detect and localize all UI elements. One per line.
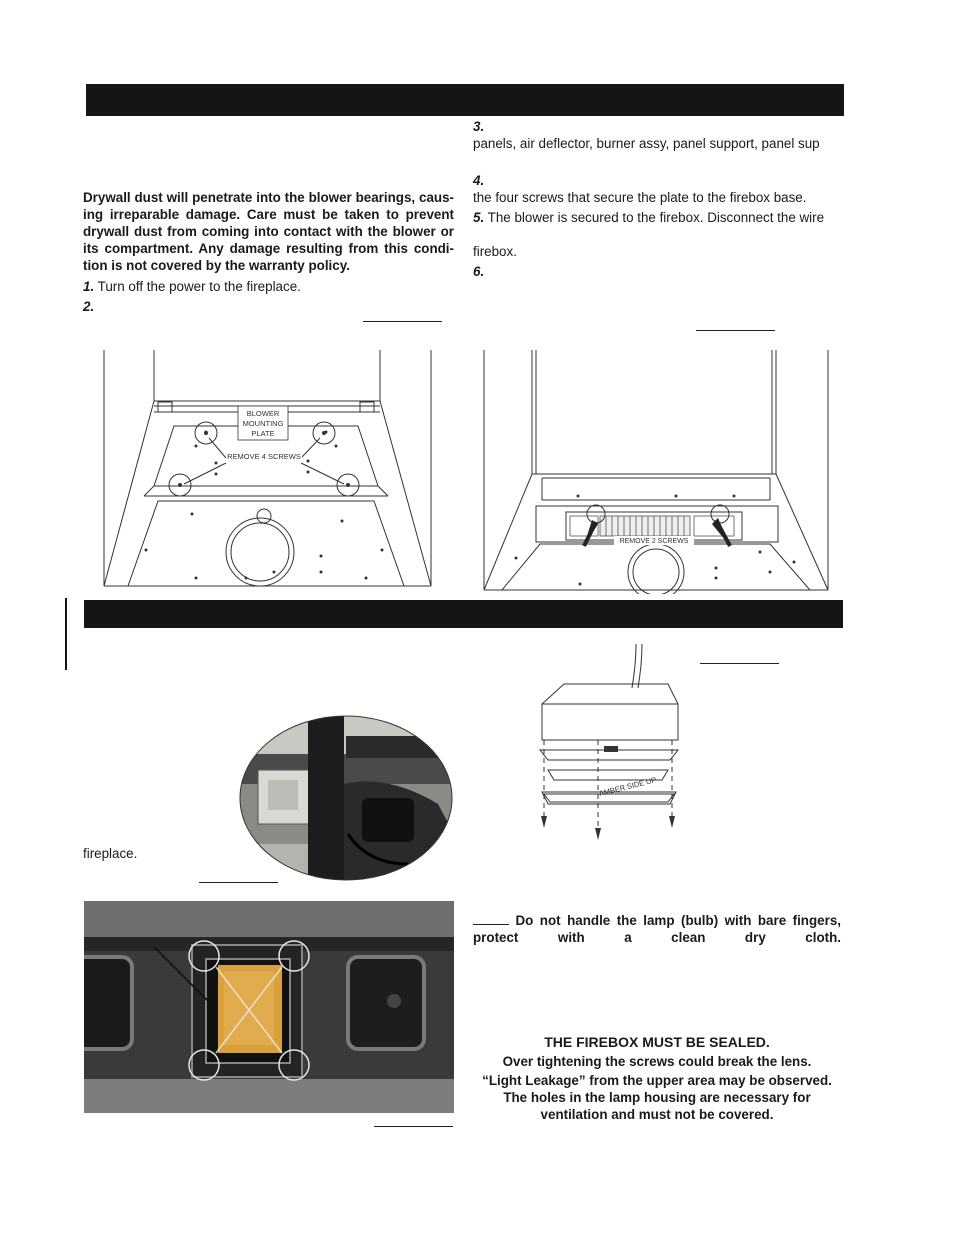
notice-line-2: “Light Leakage” from the upper area may be observed.: [482, 1073, 832, 1088]
step-4-line: the four screws that secure the plate to the firebox base.: [473, 190, 807, 205]
caution-text: Do not handle the lamp (bulb) with bare fingers, protect with a clean dry cloth.: [473, 913, 841, 945]
figure-ref-underline-left: [363, 321, 442, 322]
step-3-number: 3.: [473, 119, 485, 134]
drywall-warning-line-5: tion is not covered by the warranty policy.: [83, 258, 350, 273]
notice-line-1: Over tightening the screws could break the lens.: [502, 1054, 812, 1069]
caution-underline-blank: [473, 913, 509, 925]
amber-side-up-label: AMBER SIDE UP: [598, 775, 658, 799]
margin-rule: [65, 598, 67, 670]
step-5-number: 5.: [473, 210, 485, 225]
section-header-bar-lamp: [84, 600, 843, 628]
plate-label-line-2: MOUNTING: [242, 419, 284, 428]
step-5: [473, 209, 824, 226]
remove-4-screws-label: REMOVE 4 SCREWS: [227, 452, 301, 461]
drywall-warning-line-4: its compartment. Any damage resulting from this condi-: [83, 241, 454, 256]
blower-mounting-plate-figure: [96, 346, 436, 592]
notice-title: THE FIREBOX MUST BE SEALED.: [544, 1034, 770, 1050]
lamp-assembly-figure: [528, 640, 698, 845]
caution-line-1: [473, 912, 841, 946]
step-4-number: 4.: [473, 173, 485, 188]
step-5-tail: firebox.: [473, 244, 517, 259]
step-1-text: Turn off the power to the fireplace.: [94, 279, 301, 294]
remove-2-screws-label: REMOVE 2 SCREWS: [619, 538, 689, 545]
figure-ref-underline-lamp-photo: [374, 1126, 453, 1127]
drywall-warning-line-3: drywall dust from coming into contact with the blower or: [83, 224, 454, 239]
step-2-number: 2.: [83, 299, 95, 314]
step-1: [83, 278, 301, 295]
section-header-bar-blower: [86, 84, 844, 116]
step-6-number: 6.: [473, 264, 485, 279]
step-3-line: panels, air deflector, burner assy, panel support, panel sup: [473, 136, 820, 151]
figure-ref-underline-right: [696, 330, 775, 331]
drywall-warning-line-2: ing irreparable damage. Care must be taken to prevent: [83, 207, 454, 222]
lamp-control-photo: [238, 714, 454, 882]
fireplace-word: fireplace.: [83, 846, 138, 861]
figure-ref-underline-lamp-right: [700, 663, 779, 664]
blower-removal-figure: [480, 346, 832, 594]
plate-label-line-1: BLOWER: [246, 409, 280, 418]
step-2: [83, 298, 94, 315]
step-5-text: The blower is secured to the firebox. Disconnect the wire: [484, 210, 825, 225]
notice-line-3: The holes in the lamp housing are necessary for: [503, 1090, 811, 1105]
plate-label-line-3: PLATE: [251, 429, 275, 438]
step-1-number: 1.: [83, 279, 95, 294]
notice-line-4: ventilation and must not be covered.: [540, 1107, 774, 1122]
figure-ref-underline-lamp-left: [199, 882, 278, 883]
lamp-housing-photo: [84, 901, 454, 1113]
drywall-warning-line-1: Drywall dust will penetrate into the blower bearings, caus-: [83, 190, 454, 205]
